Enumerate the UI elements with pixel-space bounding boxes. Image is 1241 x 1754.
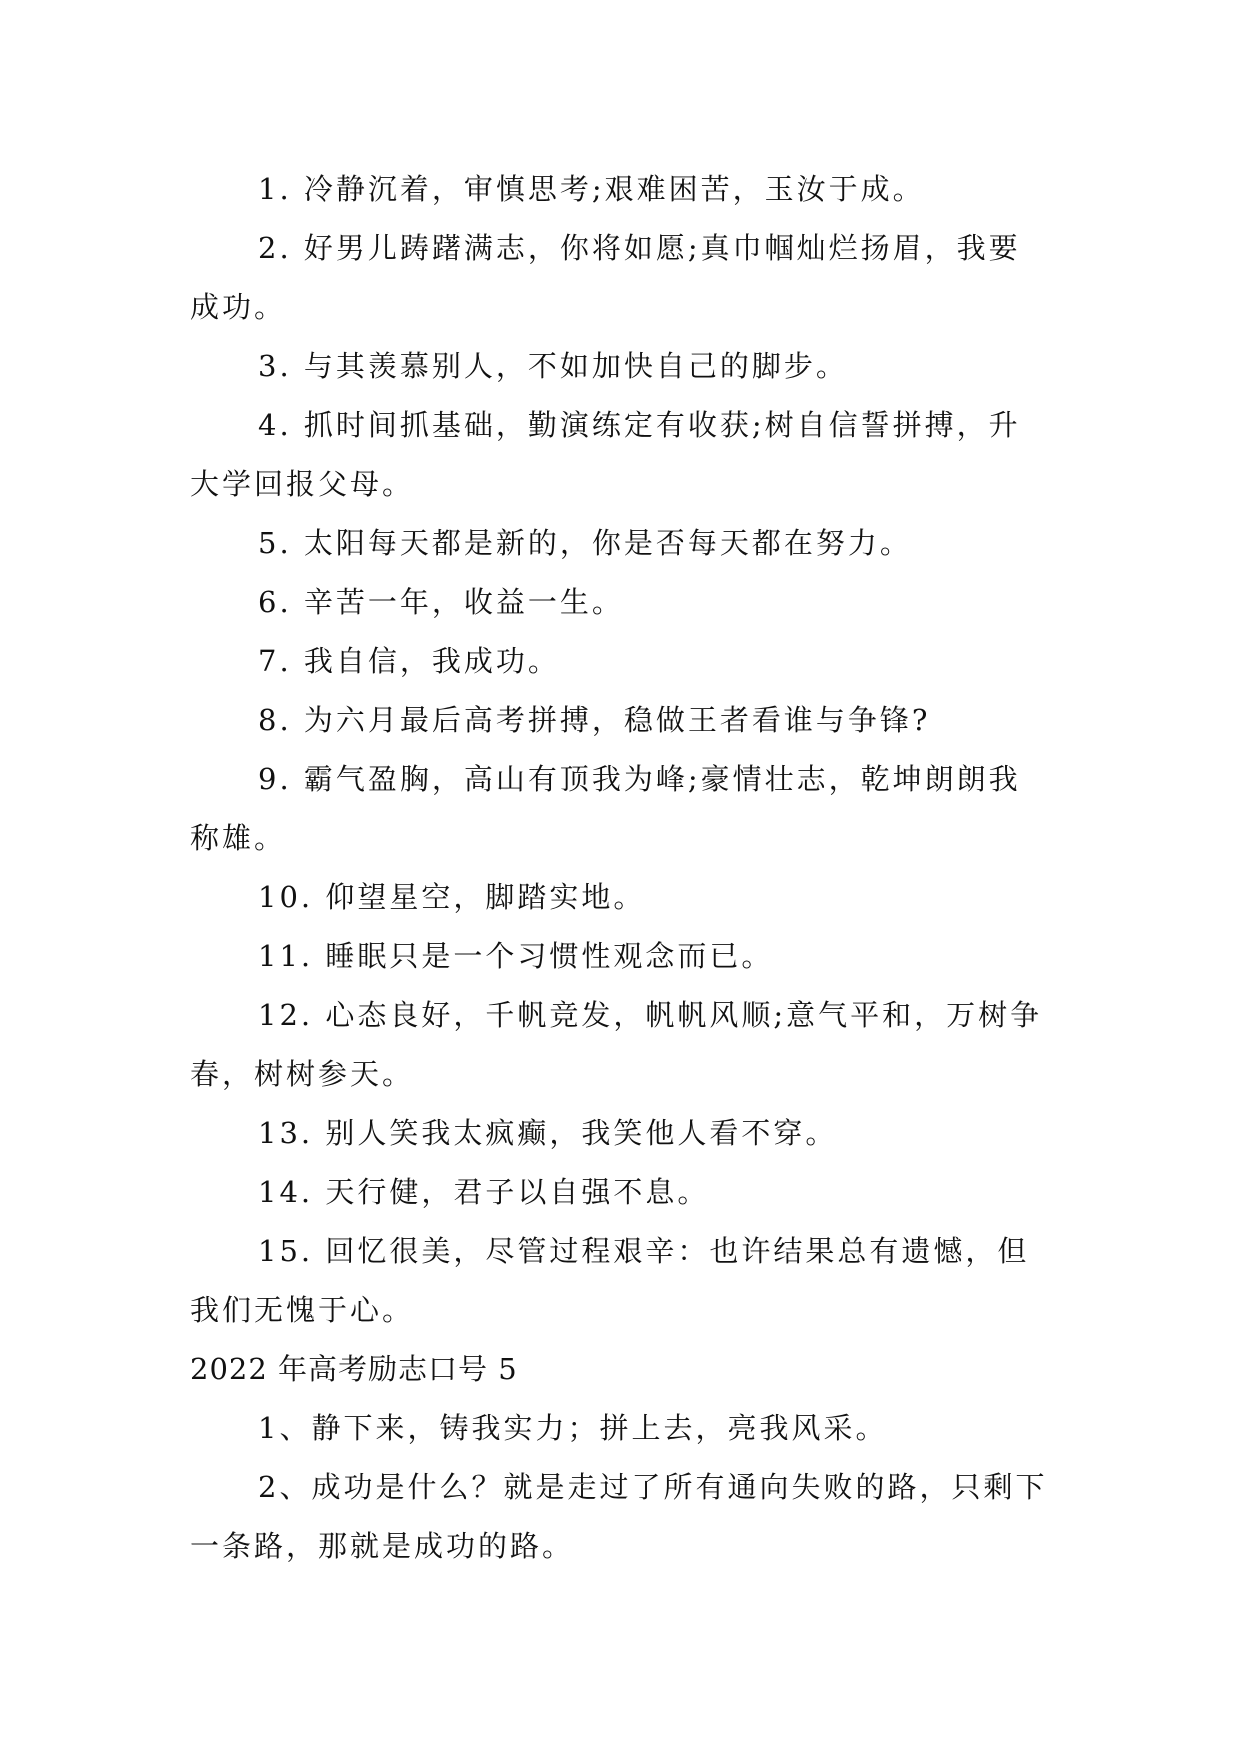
paragraph-item: 14. 天行健，君子以自强不息。 — [258, 1175, 710, 1209]
paragraph-item: 7. 我自信，我成功。 — [258, 644, 560, 678]
paragraph-item: 5. 太阳每天都是新的，你是否每天都在努力。 — [258, 526, 912, 560]
paragraph-item: 2、成功是什么？就是走过了所有通向失败的路，只剩下一条路，那就是成功的路。 — [190, 1470, 1048, 1563]
paragraph-item: 2. 好男儿踌躇满志，你将如愿;真巾帼灿烂扬眉，我要成功。 — [190, 231, 1021, 324]
paragraph-item: 8. 为六月最后高考拼搏，稳做王者看谁与争锋? — [258, 703, 931, 737]
paragraph-item: 12. 心态良好，千帆竞发，帆帆风顺;意气平和，万树争春，树树参天。 — [190, 998, 1043, 1091]
paragraph-item: 15. 回忆很美，尽管过程艰辛：也许结果总有遗憾，但我们无愧于心。 — [190, 1234, 1030, 1327]
paragraph-item: 9. 霸气盈胸，高山有顶我为峰;豪情壮志，乾坤朗朗我称雄。 — [190, 762, 1021, 855]
paragraph-item: 3. 与其羡慕别人，不如加快自己的脚步。 — [258, 349, 848, 383]
section-heading: 2022 年高考励志口号 5 — [190, 1352, 518, 1386]
document-body — [190, 160, 1050, 1576]
paragraph-item: 11. 睡眠只是一个习惯性观念而已。 — [258, 939, 774, 973]
paragraph-item: 10. 仰望星空，脚踏实地。 — [258, 880, 646, 914]
paragraph-item: 4. 抓时间抓基础，勤演练定有收获;树自信誓拼搏，升大学回报父母。 — [190, 408, 1021, 501]
paragraph-item: 1. 冷静沉着，审慎思考;艰难困苦，玉汝于成。 — [258, 172, 925, 206]
paragraph-item: 1、静下来，铸我实力；拼上去，亮我风采。 — [258, 1411, 888, 1445]
paragraph-item: 13. 别人笑我太疯癫，我笑他人看不穿。 — [258, 1116, 838, 1150]
paragraph-item: 6. 辛苦一年，收益一生。 — [258, 585, 624, 619]
